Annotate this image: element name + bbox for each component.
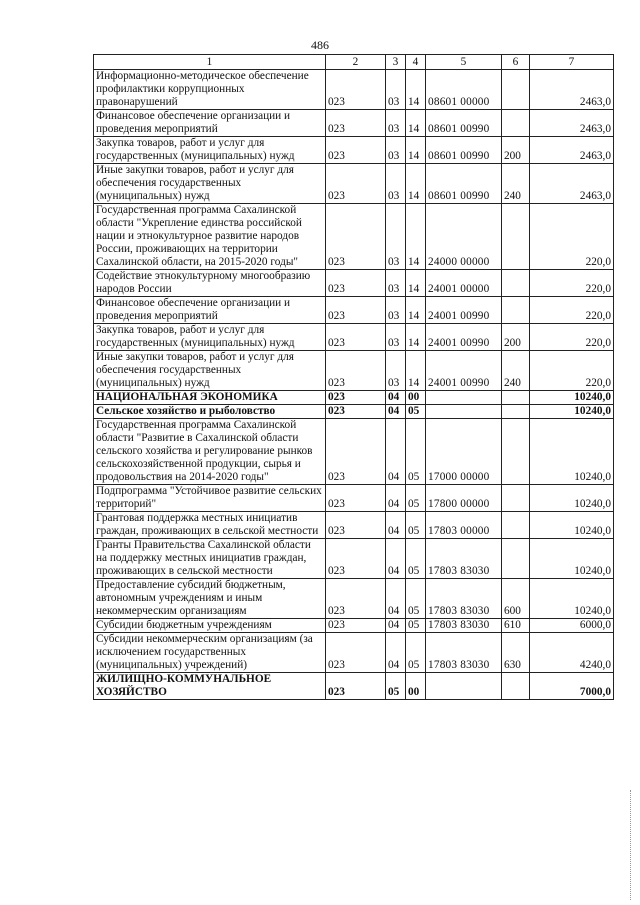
row-name: Содействие этнокультурному многообразию народов России xyxy=(94,270,326,297)
row-name: Грантовая поддержка местных инициатив граждан, проживающих в сельской местности xyxy=(94,512,326,539)
table-row xyxy=(94,512,614,539)
expense-type xyxy=(502,512,530,539)
expense-type xyxy=(502,297,530,324)
target-code: 24001 00000 xyxy=(426,270,502,297)
amount: 220,0 xyxy=(530,351,614,391)
row-name: Финансовое обеспечение организации и проведения мероприятий xyxy=(94,297,326,324)
row-name: Закупка товаров, работ и услуг для государственных (муниципальных) нужд xyxy=(94,137,326,164)
expense-type xyxy=(502,673,530,700)
subsection-code: 05 xyxy=(406,633,426,673)
amount: 220,0 xyxy=(530,204,614,270)
row-name: Предоставление субсидий бюджетным, автономным учреждениям и иным некоммерческим организациям xyxy=(94,579,326,619)
admin-code: 023 xyxy=(326,391,386,405)
amount: 10240,0 xyxy=(530,512,614,539)
table-row xyxy=(94,579,614,619)
column-header: 7 xyxy=(530,55,614,70)
table-row xyxy=(94,297,614,324)
expense-type xyxy=(502,485,530,512)
target-code: 08601 00990 xyxy=(426,164,502,204)
admin-code: 023 xyxy=(326,324,386,351)
section-code: 04 xyxy=(386,485,406,512)
admin-code: 023 xyxy=(326,351,386,391)
expense-type: 600 xyxy=(502,579,530,619)
subsection-code: 00 xyxy=(406,673,426,700)
target-code: 24001 00990 xyxy=(426,297,502,324)
admin-code: 023 xyxy=(326,405,386,419)
table-row xyxy=(94,110,614,137)
subsection-code: 05 xyxy=(406,619,426,633)
table-row xyxy=(94,70,614,110)
amount: 10240,0 xyxy=(530,391,614,405)
expense-type: 200 xyxy=(502,137,530,164)
row-name: Информационно-методическое обеспечение профилактики коррупционных правонарушений xyxy=(94,70,326,110)
subsection-code: 05 xyxy=(406,512,426,539)
subsection-code: 14 xyxy=(406,297,426,324)
expense-type: 240 xyxy=(502,351,530,391)
admin-code: 023 xyxy=(326,270,386,297)
budget-table xyxy=(93,54,614,700)
admin-code: 023 xyxy=(326,673,386,700)
section-code: 04 xyxy=(386,405,406,419)
subsection-code: 05 xyxy=(406,419,426,485)
amount: 2463,0 xyxy=(530,137,614,164)
row-name: Иные закупки товаров, работ и услуг для обеспечения государственных (муниципальных) нужд xyxy=(94,164,326,204)
subsection-code: 14 xyxy=(406,351,426,391)
section-code: 03 xyxy=(386,270,406,297)
table-row xyxy=(94,633,614,673)
expense-type xyxy=(502,70,530,110)
target-code xyxy=(426,391,502,405)
admin-code: 023 xyxy=(326,137,386,164)
admin-code: 023 xyxy=(326,70,386,110)
target-code xyxy=(426,673,502,700)
amount: 2463,0 xyxy=(530,164,614,204)
expense-type xyxy=(502,270,530,297)
header-row xyxy=(94,55,614,70)
expense-type xyxy=(502,110,530,137)
target-code: 17803 83030 xyxy=(426,539,502,579)
expense-type: 630 xyxy=(502,633,530,673)
target-code: 17000 00000 xyxy=(426,419,502,485)
table-row xyxy=(94,324,614,351)
expense-type: 200 xyxy=(502,324,530,351)
column-header: 3 xyxy=(386,55,406,70)
subsection-code: 14 xyxy=(406,110,426,137)
expense-type: 610 xyxy=(502,619,530,633)
table-row xyxy=(94,164,614,204)
column-header: 6 xyxy=(502,55,530,70)
subsection-code: 14 xyxy=(406,70,426,110)
amount: 10240,0 xyxy=(530,405,614,419)
row-name: ЖИЛИЩНО-КОММУНАЛЬНОЕ ХОЗЯЙСТВО xyxy=(94,673,326,700)
amount: 220,0 xyxy=(530,324,614,351)
section-code: 04 xyxy=(386,633,406,673)
target-code: 17803 83030 xyxy=(426,633,502,673)
row-name: Закупка товаров, работ и услуг для государственных (муниципальных) нужд xyxy=(94,324,326,351)
subsection-code: 14 xyxy=(406,137,426,164)
admin-code: 023 xyxy=(326,512,386,539)
table-row xyxy=(94,419,614,485)
target-code: 17803 83030 xyxy=(426,579,502,619)
table-row xyxy=(94,619,614,633)
amount: 2463,0 xyxy=(530,70,614,110)
row-name: Гранты Правительства Сахалинской области на поддержку местных инициатив граждан, проживающих в сельской местности xyxy=(94,539,326,579)
admin-code: 023 xyxy=(326,485,386,512)
amount: 10240,0 xyxy=(530,539,614,579)
table-row xyxy=(94,270,614,297)
admin-code: 023 xyxy=(326,633,386,673)
amount: 4240,0 xyxy=(530,633,614,673)
section-code: 05 xyxy=(386,673,406,700)
section-code: 04 xyxy=(386,619,406,633)
row-name: Субсидии бюджетным учреждениям xyxy=(94,619,326,633)
subsection-code: 05 xyxy=(406,539,426,579)
section-code: 03 xyxy=(386,70,406,110)
target-code: 08601 00990 xyxy=(426,137,502,164)
amount: 6000,0 xyxy=(530,619,614,633)
target-code: 24001 00990 xyxy=(426,324,502,351)
section-code: 04 xyxy=(386,512,406,539)
expense-type xyxy=(502,391,530,405)
section-code: 04 xyxy=(386,391,406,405)
expense-type xyxy=(502,204,530,270)
section-code: 03 xyxy=(386,110,406,137)
target-code: 08601 00000 xyxy=(426,70,502,110)
section-code: 03 xyxy=(386,164,406,204)
admin-code: 023 xyxy=(326,619,386,633)
section-code: 03 xyxy=(386,204,406,270)
column-header: 5 xyxy=(426,55,502,70)
amount: 7000,0 xyxy=(530,673,614,700)
subsection-code: 05 xyxy=(406,485,426,512)
expense-type: 240 xyxy=(502,164,530,204)
row-name: Государственная программа Сахалинской области "Укрепление единства российской нации и этнокультурное развитие народов России, проживающих на территории Сахалинской области, на 2015-2020 годы" xyxy=(94,204,326,270)
expense-type xyxy=(502,419,530,485)
row-name: Государственная программа Сахалинской области "Развитие в Сахалинской области сельского хозяйства и регулирование рынков сельскохозяйственной продукции, сырья и продовольствия на 2014-2020 годы" xyxy=(94,419,326,485)
subsection-code: 14 xyxy=(406,324,426,351)
target-code: 17803 83030 xyxy=(426,619,502,633)
target-code: 24001 00990 xyxy=(426,351,502,391)
table-row xyxy=(94,673,614,700)
subsection-code: 05 xyxy=(406,579,426,619)
target-code: 17803 00000 xyxy=(426,512,502,539)
target-code: 24000 00000 xyxy=(426,204,502,270)
section-code: 04 xyxy=(386,539,406,579)
table-row xyxy=(94,204,614,270)
amount: 220,0 xyxy=(530,297,614,324)
row-name: Субсидии некоммерческим организациям (за исключением государственных (муниципальных) учреждений) xyxy=(94,633,326,673)
section-code: 03 xyxy=(386,351,406,391)
section-code: 03 xyxy=(386,297,406,324)
target-code: 17800 00000 xyxy=(426,485,502,512)
row-name: Сельское хозяйство и рыболовство xyxy=(94,405,326,419)
section-code: 03 xyxy=(386,324,406,351)
admin-code: 023 xyxy=(326,204,386,270)
section-code: 04 xyxy=(386,579,406,619)
section-code: 04 xyxy=(386,419,406,485)
table-row xyxy=(94,539,614,579)
scan-edge-marks xyxy=(630,790,634,900)
table-row xyxy=(94,137,614,164)
target-code: 08601 00990 xyxy=(426,110,502,137)
target-code xyxy=(426,405,502,419)
table-row xyxy=(94,351,614,391)
row-name: НАЦИОНАЛЬНАЯ ЭКОНОМИКА xyxy=(94,391,326,405)
subsection-code: 14 xyxy=(406,164,426,204)
row-name: Иные закупки товаров, работ и услуг для обеспечения государственных (муниципальных) нужд xyxy=(94,351,326,391)
amount: 10240,0 xyxy=(530,485,614,512)
table-row xyxy=(94,391,614,405)
admin-code: 023 xyxy=(326,579,386,619)
page-number: 486 xyxy=(311,38,329,52)
admin-code: 023 xyxy=(326,164,386,204)
expense-type xyxy=(502,405,530,419)
subsection-code: 14 xyxy=(406,204,426,270)
amount: 10240,0 xyxy=(530,419,614,485)
amount: 220,0 xyxy=(530,270,614,297)
admin-code: 023 xyxy=(326,539,386,579)
subsection-code: 00 xyxy=(406,391,426,405)
subsection-code: 05 xyxy=(406,405,426,419)
column-header: 4 xyxy=(406,55,426,70)
amount: 2463,0 xyxy=(530,110,614,137)
admin-code: 023 xyxy=(326,110,386,137)
expense-type xyxy=(502,539,530,579)
row-name: Подпрограмма "Устойчивое развитие сельских территорий" xyxy=(94,485,326,512)
table-row xyxy=(94,485,614,512)
row-name: Финансовое обеспечение организации и проведения мероприятий xyxy=(94,110,326,137)
subsection-code: 14 xyxy=(406,270,426,297)
section-code: 03 xyxy=(386,137,406,164)
amount: 10240,0 xyxy=(530,579,614,619)
column-header: 1 xyxy=(94,55,326,70)
column-header: 2 xyxy=(326,55,386,70)
admin-code: 023 xyxy=(326,297,386,324)
table-row xyxy=(94,405,614,419)
admin-code: 023 xyxy=(326,419,386,485)
